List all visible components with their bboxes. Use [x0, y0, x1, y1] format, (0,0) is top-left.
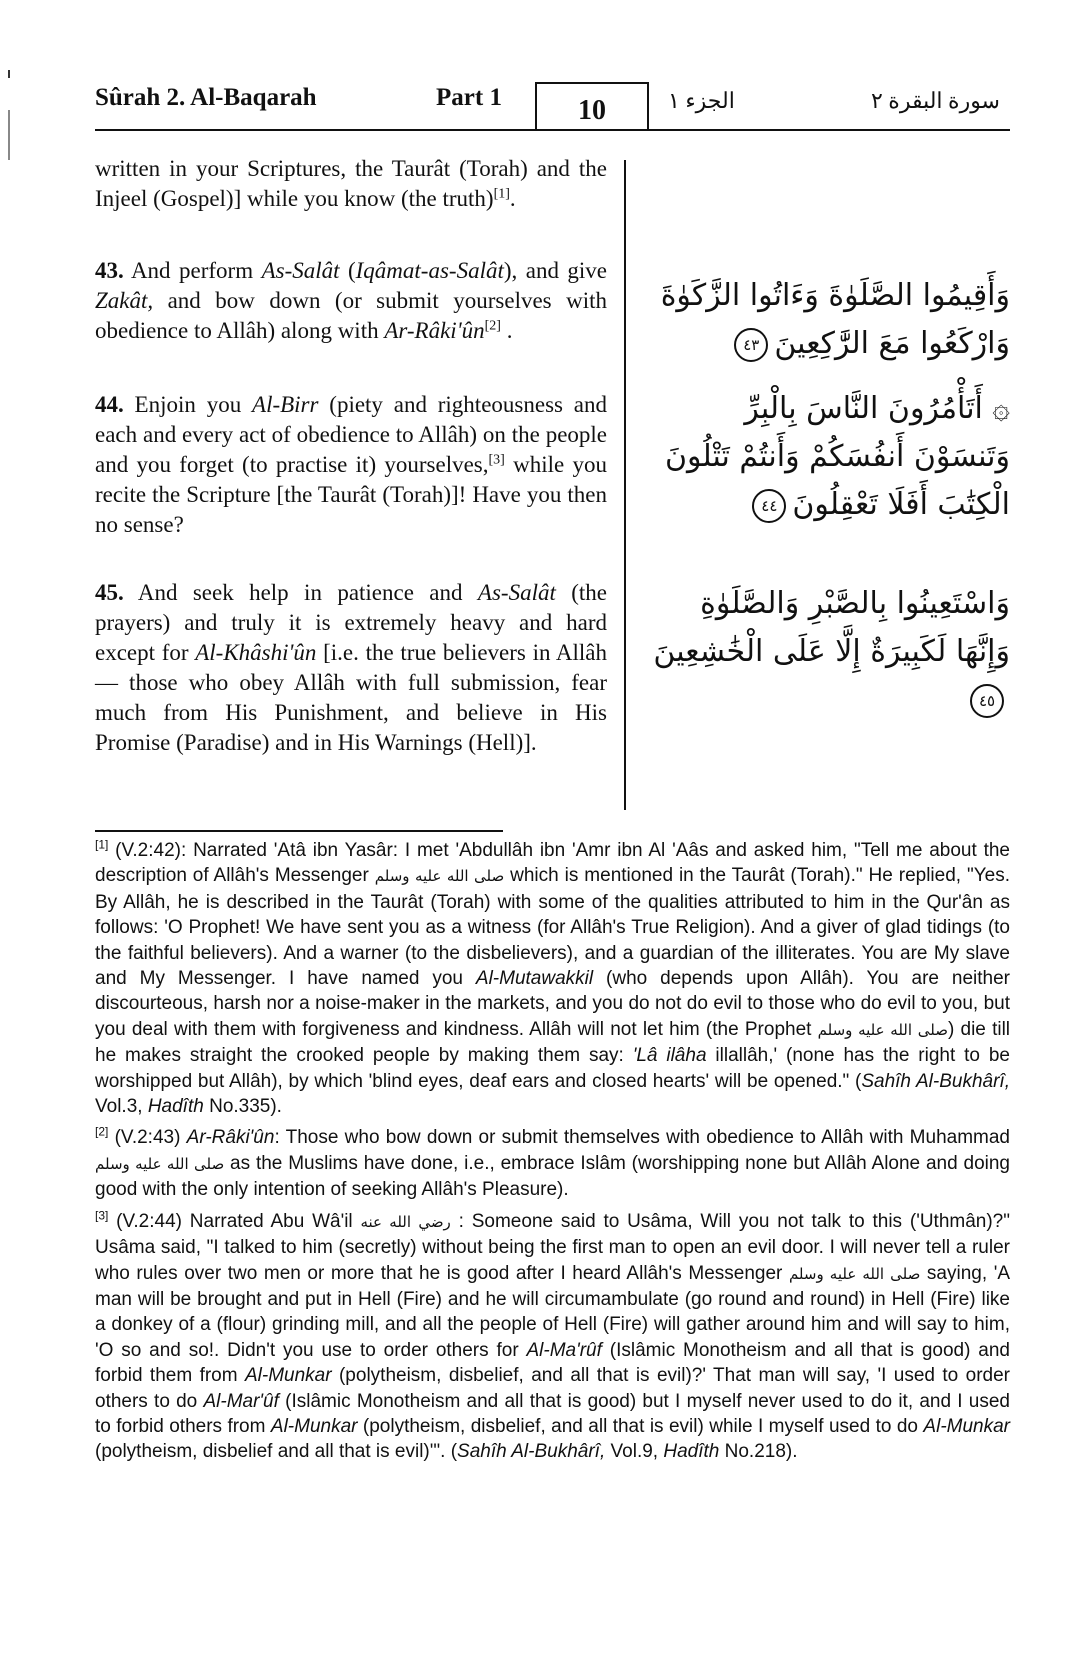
- salutation-calligraphy: صلى الله عليه وسلم: [374, 867, 505, 886]
- header-surah-title: Sûrah 2. Al-Baqarah: [95, 84, 317, 111]
- footnotes: [95, 838, 1010, 1471]
- verse-45-arabic: وَاسْتَعِينُوا بِالصَّبْرِ وَالصَّلَوٰةِ وَإِنَّهَا لَكَبِيرَةٌ إِلَّا عَلَى الْخَٰشِعِينَ٤٥: [640, 580, 1010, 724]
- verse-43-arabic: وَأَقِيمُوا الصَّلَوٰةَ وَءَاتُوا الزَّكَوٰةَ وَارْكَعُوا مَعَ الرَّٰكِعِينَ٤٣: [660, 278, 1010, 361]
- ayah-number-mark: ٤٤: [752, 489, 786, 523]
- verse-43-translation: 43. And perform As-Salât (Iqâmat-as-Salât), and give Zakât, and bow down (or submit yourselves with obedience to Allâh) along with Ar-Râki'ûn[2] .: [95, 258, 607, 343]
- footnote-ref: [3]: [488, 452, 505, 468]
- footnote-mark: [3]: [95, 1208, 109, 1223]
- footnote-ref: [2]: [484, 318, 501, 334]
- radi-calligraphy: رضي الله عنه: [360, 1212, 451, 1231]
- verse-continuation: written in your Scriptures, the Taurât (Torah) and the Injeel (Gospel)] while you know (the truth)[1].: [95, 156, 607, 211]
- column-divider: [624, 160, 626, 810]
- header-part: Part 1: [436, 84, 502, 111]
- verse-number: 44.: [95, 392, 124, 417]
- page-number-box: [535, 82, 649, 130]
- verse-number: 45.: [95, 580, 124, 605]
- salutation-calligraphy: صلى الله عليه وسلم: [817, 1020, 948, 1039]
- salutation-calligraphy: صلى الله عليه وسلم: [95, 1154, 225, 1173]
- footnote-mark: [1]: [95, 837, 109, 852]
- footnote-2: [2] (V.2:43) Ar-Râki'ûn: Those who bow down or submit themselves with obedience to Allâh with Muhammad صلى الله عليه وسلم as the Muslims have done, i.e., embrace Islâm (worshipping none but Allâh Alone and doing good with the only intention of seeking Allâh's Pleasure).: [95, 1125, 1011, 1201]
- verse-number: 43.: [95, 258, 124, 283]
- ayah-number-mark: ٤٥: [970, 684, 1004, 718]
- header-arabic-surah: سورة البقرة ٢: [870, 88, 1000, 113]
- verse-45-translation: 45. And seek help in patience and As-Salât (the prayers) and truly it is extremely heavy and hard except for Al-Khâshi'ûn [i.e. the true believers in Allâh — those who obey Allâh with full submission, fear much from His Punishment, and believe in His Promise (Paradise) and in His Warnings (Hell)].: [95, 580, 607, 755]
- footnote-3: [3] (V.2:44) Narrated Abu Wâ'il رضي الله عنه : Someone said to Usâma, Will you not talk to this ('Uthmân)?" Usâma said, "I talked to him (secretly) without being the first man to open an evil door. I will never tell a ruler who rules over two men or more that he is good after I heard Allâh's Messenger صلى الله عليه وسلم saying, 'A man will be brought and put in Hell (Fire) and he will circumambulate (go round and round) in Hell (Fire) like a donkey of a (flour) grinding mill, and all the people of Hell (Fire) will gather around him and will say to him, 'O so and so!. Didn't you use to order others for Al-Ma'rûf (Islâmic Monotheism and all that is good) and forbid them from Al-Munkar (polytheism, disbelief, and all that is evil)?' That man will say, 'I used to order others to do Al-Mar'ûf (Islâmic Monotheism and all that is good) but I myself never used to do it, and I used to forbid others from Al-Munkar (polytheism, disbelief, and all that is evil) while I myself used to do Al-Munkar (polytheism, disbelief and all that is evil)'". (Sahîh Al-Bukhârî, Vol.9, Hadîth No.218).: [95, 1208, 1011, 1463]
- header-arabic-part: الجزء ١: [668, 88, 735, 113]
- verse-44-translation: 44. Enjoin you Al-Birr (piety and righteousness and each and every act of obedience to Allâh) on the people and you forget (to practise it) yourselves,[3] while you recite the Scripture [the Taurât (Torah)]! Have you then no sense?: [95, 392, 607, 537]
- margin-mark: [8, 70, 10, 78]
- footnote-ref: [1]: [493, 186, 510, 202]
- footnote-mark: [2]: [95, 1125, 109, 1140]
- footnote-rule: [95, 830, 503, 832]
- ayah-number-mark: ٤٣: [734, 328, 768, 362]
- footnote-1: [1] (V.2:42): Narrated 'Atâ ibn Yasâr: I met 'Abdullâh ibn 'Amr ibn Al 'Aâs and asked him, "Tell me about the description of Allâh's Messenger صلى الله عليه وسلم which is mentioned in the Taurât (Torah)." He replied, "Yes. By Allâh, he is described in the Taurât (Torah) with some of the qualities attributed to him in the Qur'ân as follows: 'O Prophet! We have sent you as a witness (for Allâh's True Religion). And a giver of glad tidings (to the faithful believers). And a warner (to the disbelievers), and a guardian of the illiterates. You are My slave and My Messenger. I have named you Al-Mutawakkil (who depends upon Allâh). You are neither discourteous, harsh nor a noise-maker in the markets, and you do not do evil to those who do evil to you, but you deal with them with forgiveness and kindness. Allâh will not let him (the Prophet صلى الله عليه وسلم) die till he makes straight the crooked people by making them say: 'Lâ ilâha illallâh,' (none has the right to be worshipped but Allâh), by which 'blind eyes, deaf ears and closed hearts' will be opened." (Sahîh Al-Bukhârî, Vol.3, Hadîth No.335).: [95, 837, 1011, 1118]
- page-number: 10: [578, 95, 606, 126]
- salutation-calligraphy: صلى الله عليه وسلم: [788, 1264, 921, 1283]
- verse-44-arabic: ۞ أَتَأْمُرُونَ النَّاسَ بِالْبِرِّ وَتَنسَوْنَ أَنفُسَكُمْ وَأَنتُمْ تَتْلُونَ الْكِتَٰبَ أَفَلَا تَعْقِلُونَ٤٤: [665, 391, 1010, 522]
- header-rule: [95, 129, 1010, 131]
- margin-mark: [8, 110, 10, 160]
